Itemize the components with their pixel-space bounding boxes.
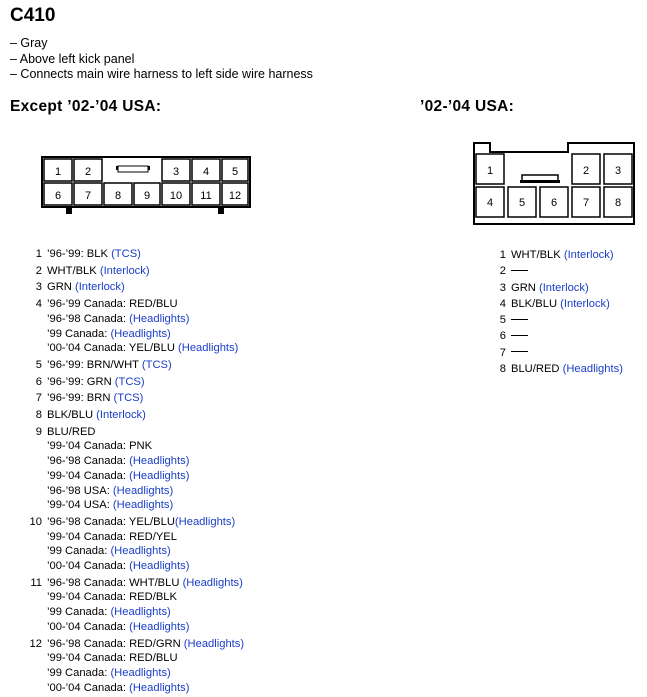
circuit-link[interactable]: (Interlock) — [74, 281, 125, 294]
pin-wires — [47, 358, 172, 373]
pin-label-4: 4 — [202, 166, 210, 178]
wire-line — [47, 375, 145, 390]
right-connector-diagram — [470, 140, 640, 228]
pin-label-6: 6 — [550, 197, 558, 209]
pin-number: 3 — [35, 281, 42, 294]
circuit-link[interactable]: (Interlock) — [560, 297, 610, 310]
pin-number: 6 — [35, 375, 42, 388]
wire-color: ’96-’99: BRN/WHT — [47, 358, 142, 371]
wire-color: ’00-’04 Canada: — [47, 681, 130, 694]
pin-label-8: 8 — [114, 190, 122, 202]
wire-color: WHT/BLK — [511, 249, 564, 261]
pin-label-3: 3 — [172, 166, 180, 178]
circuit-link[interactable]: (Interlock) — [563, 249, 614, 261]
pin-label-6: 6 — [54, 190, 62, 202]
pin-entry — [14, 576, 244, 635]
pin-entry — [14, 358, 244, 373]
circuit-link[interactable]: (TCS) — [141, 358, 172, 371]
pin-wires — [511, 263, 528, 279]
wire-color: ’99 Canada: — [47, 666, 111, 679]
wire-line — [47, 391, 143, 406]
wire-color: BLU/RED — [511, 363, 563, 376]
left-pin-list — [14, 247, 244, 697]
wire-line — [47, 484, 189, 499]
pin-entry — [14, 247, 244, 262]
wire-color: BLU/RED — [47, 425, 96, 438]
wire-color: ’99-’04 Canada: RED/BLK — [47, 591, 177, 604]
wire-line — [47, 515, 235, 530]
pin-entry — [14, 391, 244, 406]
wire-color: ’99 Canada: — [47, 327, 111, 340]
wire-line — [47, 620, 243, 635]
circuit-link[interactable]: (Headlights) — [110, 327, 171, 340]
wire-color: ’96-’98 Canada: WHT/BLU — [47, 576, 183, 589]
pin-entry — [484, 280, 623, 296]
circuit-link[interactable]: (Headlights) — [129, 312, 190, 325]
circuit-link[interactable]: (Headlights) — [562, 363, 623, 376]
circuit-link[interactable]: (Headlights) — [174, 515, 236, 528]
pin-number: 4 — [35, 298, 42, 311]
wire-line — [47, 469, 189, 484]
pin-number: 7 — [499, 346, 506, 359]
pin-entry — [484, 345, 623, 361]
pin-entry — [484, 296, 623, 312]
wire-line — [47, 358, 172, 373]
wire-line — [47, 637, 244, 652]
wire-color: ’00-’04 Canada: YEL/BLU — [47, 342, 179, 355]
unused-dash — [511, 319, 528, 320]
left-latch — [66, 207, 72, 214]
pin-label-7: 7 — [84, 190, 92, 202]
pin-number: 3 — [499, 281, 506, 294]
pin-entry — [484, 361, 623, 377]
pin-number: 4 — [499, 297, 506, 310]
pin-number: 12 — [29, 637, 42, 650]
wire-color: ’96-’99: BLK — [47, 248, 112, 260]
wire-line — [47, 666, 244, 681]
wire-line — [47, 312, 238, 327]
pin-label-12: 12 — [228, 190, 242, 202]
wire-line — [47, 681, 244, 696]
pin-wires — [511, 361, 623, 377]
pin-label-5: 5 — [518, 197, 526, 209]
pin-label-3: 3 — [614, 165, 622, 177]
wire-color: ’99-’04 Canada: PNK — [47, 440, 153, 453]
circuit-link[interactable]: (Headlights) — [110, 545, 171, 558]
note-connection: – Connects main wire harness to left side wire harness — [10, 67, 313, 81]
circuit-link[interactable]: (TCS) — [114, 375, 145, 388]
wire-color: ’99 Canada: — [47, 545, 111, 558]
key-slot — [118, 166, 148, 172]
pin-label-8: 8 — [614, 197, 622, 209]
wire-color: ’99-’04 Canada: — [47, 469, 130, 482]
pin-wires — [47, 264, 150, 279]
pin-entry — [14, 297, 244, 356]
circuit-link[interactable]: (Headlights) — [129, 620, 190, 633]
pin-entry — [484, 247, 623, 263]
wire-line — [47, 590, 243, 605]
wire-line — [47, 576, 243, 591]
circuit-link[interactable]: (Headlights) — [182, 576, 243, 589]
wire-line — [47, 341, 238, 356]
pin-entry — [14, 515, 244, 574]
circuit-link[interactable]: (Headlights) — [178, 342, 239, 355]
circuit-link[interactable]: (Interlock) — [96, 409, 146, 422]
pin-entry — [484, 263, 623, 279]
wire-color: ’99-’04 USA: — [47, 499, 113, 512]
wire-line — [47, 651, 244, 666]
pin-wires — [47, 515, 235, 574]
pin-label-7: 7 — [582, 197, 590, 209]
pin-wires — [511, 328, 528, 344]
wire-line — [47, 297, 238, 312]
circuit-link[interactable]: (Headlights) — [112, 499, 174, 512]
pin-number: 8 — [499, 363, 506, 376]
wire-color: GRN — [511, 281, 539, 294]
wire-color: ’99-’04 Canada: RED/YEL — [47, 530, 177, 543]
wire-color: BLK/BLU — [47, 409, 97, 422]
wire-line — [47, 544, 235, 559]
wire-color: ’96-’99: BRN — [47, 392, 114, 405]
wire-color: ’96-’98 USA: — [47, 484, 113, 497]
wire-color: GRN — [47, 281, 75, 294]
wire-line — [47, 530, 235, 545]
wire-line — [47, 408, 146, 423]
pin-wires — [511, 247, 614, 263]
pin-wires — [47, 280, 125, 295]
wire-line — [47, 264, 150, 279]
pin-label-10: 10 — [169, 190, 183, 202]
wire-color: ’96-’98 Canada: — [47, 455, 130, 468]
wire-color: ’96-’98 Canada: YEL/BLU — [47, 515, 175, 528]
connector-notes — [10, 36, 313, 83]
wire-line — [47, 247, 141, 262]
pin-number: 11 — [30, 576, 42, 589]
circuit-link[interactable]: (TCS) — [113, 392, 144, 405]
key-tab — [520, 180, 560, 183]
pin-entry — [14, 637, 244, 696]
pin-label-2: 2 — [84, 166, 92, 178]
wire-line — [47, 327, 238, 342]
pin-number: 2 — [499, 265, 506, 278]
pin-label-2: 2 — [582, 165, 590, 177]
pin-wires — [511, 312, 528, 328]
pin-wires — [47, 637, 244, 696]
unused-dash — [511, 335, 528, 336]
left-section-heading: Except ’02-’04 USA: — [10, 98, 162, 115]
pin-wires — [511, 345, 528, 361]
wire-color: ’99-’04 Canada: RED/BLU — [47, 652, 178, 665]
note-color: – Gray — [10, 36, 48, 50]
circuit-link[interactable]: (Headlights) — [129, 681, 190, 694]
pin-wires — [47, 425, 189, 513]
pin-entry — [14, 425, 244, 513]
wire-color: ’00-’04 Canada: — [47, 560, 130, 573]
pin-number: 9 — [35, 425, 42, 438]
wire-line — [47, 439, 189, 454]
pin-wires — [47, 408, 146, 423]
circuit-link[interactable]: (Headlights) — [112, 484, 174, 497]
pin-number: 1 — [35, 248, 42, 260]
wire-color: ’00-’04 Canada: — [47, 620, 130, 633]
right-section-heading: ’02-’04 USA: — [420, 98, 515, 115]
pin-wires — [47, 576, 243, 635]
wire-color: ’99 Canada: — [47, 606, 111, 619]
pin-entry — [14, 375, 244, 390]
pin-wires — [47, 247, 141, 262]
pin-label-9: 9 — [143, 190, 151, 202]
connector-title: C410 — [10, 5, 56, 26]
circuit-link[interactable]: (Headlights) — [183, 637, 245, 650]
wire-line — [47, 559, 235, 574]
pin-label-4: 4 — [486, 197, 494, 209]
pin-label-1: 1 — [486, 165, 494, 177]
wire-color: BLK/BLU — [511, 297, 561, 310]
circuit-link[interactable]: (Headlights) — [129, 560, 190, 573]
circuit-link[interactable]: (Interlock) — [99, 264, 150, 277]
pin-entry — [484, 312, 623, 328]
wire-color: ’96-’99 Canada: RED/BLU — [47, 298, 178, 311]
pin-entry — [14, 264, 244, 279]
pin-wires — [47, 297, 238, 356]
pin-number: 7 — [35, 392, 42, 405]
wire-line — [47, 605, 243, 620]
unused-dash — [511, 351, 528, 352]
pin-number: 5 — [35, 358, 42, 371]
wire-line — [47, 425, 189, 440]
pin-label-5: 5 — [231, 166, 239, 178]
pin-entry — [484, 328, 623, 344]
circuit-link[interactable]: (Headlights) — [129, 455, 190, 468]
wire-color: ’96-’98 Canada: — [47, 312, 130, 325]
pin-wires — [511, 296, 610, 312]
pin-wires — [511, 280, 589, 296]
left-connector-diagram — [38, 154, 254, 216]
pin-wires — [47, 375, 145, 390]
wire-line — [47, 498, 189, 513]
circuit-link[interactable]: (TCS) — [111, 248, 141, 260]
pin-number: 10 — [29, 515, 42, 528]
pin-label-1: 1 — [54, 166, 62, 178]
pin-entry — [14, 408, 244, 423]
circuit-link[interactable]: (Headlights) — [129, 469, 190, 482]
pin-number: 2 — [35, 264, 42, 277]
circuit-link[interactable]: (Headlights) — [110, 666, 171, 679]
wire-color: ’96-’98 Canada: RED/GRN — [47, 637, 184, 650]
pin-number: 6 — [499, 330, 506, 343]
circuit-link[interactable]: (Headlights) — [110, 606, 171, 619]
right-latch — [218, 207, 224, 214]
pin-wires — [47, 391, 143, 406]
unused-dash — [511, 270, 528, 271]
pin-entry — [14, 280, 244, 295]
pin-number: 5 — [499, 314, 506, 327]
wire-line — [47, 280, 125, 295]
note-location: – Above left kick panel — [10, 51, 135, 66]
pin-label-11: 11 — [200, 190, 212, 202]
pin-number: 8 — [35, 409, 42, 422]
wire-color: ’96-’99: GRN — [47, 375, 115, 388]
pin-number: 1 — [499, 249, 506, 261]
wire-color: WHT/BLK — [47, 264, 100, 277]
circuit-link[interactable]: (Interlock) — [538, 281, 589, 294]
wire-line — [47, 454, 189, 469]
right-pin-list — [484, 247, 623, 377]
